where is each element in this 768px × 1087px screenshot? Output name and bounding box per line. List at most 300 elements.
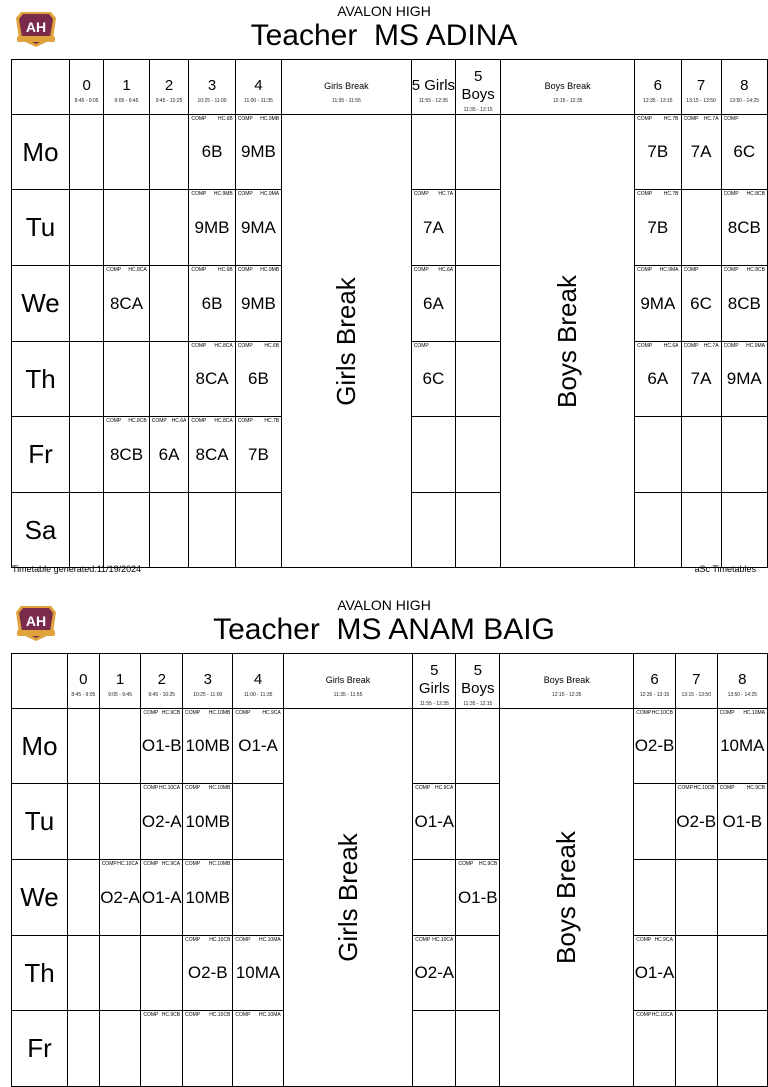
lesson-tag: [415, 937, 453, 944]
lesson-cell: [189, 342, 235, 417]
lesson-tag: [724, 343, 765, 350]
period-time: 12:35 - 13:15: [639, 692, 670, 698]
lesson-tag: [415, 785, 453, 792]
lesson-cell: [67, 784, 99, 860]
lesson-cell: [411, 115, 455, 190]
period-number: 6: [653, 77, 662, 94]
period-header: [235, 60, 281, 115]
lesson-cell: [141, 709, 183, 784]
period-time: 9:45 - 10:25: [155, 98, 183, 104]
lesson-cell: [634, 860, 676, 936]
period-header: [67, 654, 99, 709]
room-code: HC.6A: [171, 418, 187, 424]
class-name: O1-B: [722, 811, 763, 831]
period-header: [501, 60, 635, 115]
subject-code: COMP: [235, 1012, 251, 1018]
lesson-cell: [99, 860, 141, 936]
subject-code: COMP: [185, 710, 201, 716]
class-name: 6A: [647, 369, 669, 388]
period-header: [634, 654, 676, 709]
lesson-cell: [413, 860, 456, 936]
lesson-cell: [456, 342, 501, 417]
class-name: 8CB: [727, 217, 761, 237]
lesson-cell: [456, 936, 500, 1011]
lesson-cell: [183, 784, 233, 860]
period-time: 8:45 - 9:05: [71, 692, 96, 698]
period-number: 2: [164, 77, 174, 94]
lesson-cell: [413, 709, 456, 784]
subject-code: COMP: [723, 191, 739, 197]
class-name: 9MA: [726, 369, 762, 388]
class-name: 9MB: [194, 217, 230, 237]
room-code: HC.7A: [703, 343, 719, 349]
lesson-tag: [724, 267, 765, 274]
room-code: HC.8CA: [214, 418, 233, 424]
lesson-cell: [634, 936, 676, 1011]
corner-cell: [12, 654, 68, 709]
subject-code: COMP: [237, 267, 253, 273]
lesson-cell: [183, 1011, 233, 1087]
room-code: HC.7B: [663, 191, 679, 197]
lesson-cell: [635, 115, 681, 190]
lesson-cell: [67, 936, 99, 1011]
timetable-grid: [11, 59, 768, 568]
class-name: 7B: [647, 217, 669, 237]
period-number: 3: [203, 671, 212, 688]
subject-code: COMP: [185, 1012, 201, 1018]
lesson-cell: [183, 860, 233, 936]
lesson-cell: [717, 936, 767, 1011]
period-time: 10:25 - 11:00: [193, 692, 223, 698]
lesson-tag: [152, 418, 187, 425]
lesson-cell: [99, 784, 141, 860]
room-code: HC.10CB: [209, 1012, 231, 1018]
day-label: We: [12, 860, 68, 936]
period-time: 10:25 - 11:00: [197, 98, 227, 104]
subject-code: COMP: [415, 785, 431, 791]
lesson-tag: [185, 785, 230, 792]
period-time: 11:35 - 12:15: [463, 107, 493, 113]
class-name: 8CB: [109, 444, 144, 464]
subject-code: COMP: [191, 191, 207, 197]
lesson-cell: [717, 709, 767, 784]
lesson-cell: [411, 342, 455, 417]
period-number: Girls Break: [325, 675, 371, 685]
subject-code: COMP: [413, 267, 429, 273]
room-code: HC.8CB: [746, 267, 765, 273]
lesson-cell: [411, 493, 455, 568]
period-number: Boys Break: [544, 81, 591, 91]
lesson-cell: [69, 115, 103, 190]
lesson-tag: [238, 343, 279, 350]
period-number: 6: [650, 671, 659, 688]
day-label: Th: [12, 936, 68, 1011]
lesson-tag: [191, 343, 232, 350]
period-header: [233, 654, 283, 709]
lesson-cell: [69, 266, 103, 342]
room-code: HC.9MA: [260, 191, 280, 197]
room-code: HC.10MA: [743, 710, 765, 716]
lesson-tag: [106, 418, 146, 425]
lesson-cell: [456, 493, 501, 568]
lesson-tag: [636, 710, 673, 717]
period-time: 9:05 - 9:45: [108, 692, 132, 698]
subject-code: COMP: [235, 710, 251, 716]
subject-code: COMP: [683, 116, 699, 122]
room-code: HC.6A: [438, 267, 454, 273]
lesson-tag: [414, 343, 453, 350]
day-label: Tu: [12, 784, 68, 860]
period-time: 11:35 - 11:55: [333, 692, 363, 698]
class-name: 9MA: [240, 217, 276, 237]
lesson-cell: [413, 1011, 456, 1087]
lesson-tag: [191, 418, 232, 425]
lesson-tag: [684, 343, 719, 350]
boys-break-label: Boys Break: [551, 831, 582, 964]
lesson-cell: [233, 1011, 283, 1087]
lesson-tag: [684, 267, 719, 274]
day-label: Th: [12, 342, 70, 417]
lesson-tag: [684, 116, 719, 123]
room-code: HC.10CB: [693, 785, 715, 791]
room-code: HC.9CB: [746, 785, 765, 791]
lesson-tag: [636, 937, 673, 944]
lesson-cell: [456, 190, 501, 266]
period-number: 0: [79, 671, 88, 688]
lesson-cell: [635, 342, 681, 417]
subject-code: COMP: [637, 267, 653, 273]
lesson-tag: [414, 267, 453, 274]
period-time: 9:45 - 10:25: [148, 692, 176, 698]
subject-code: COMP: [237, 343, 253, 349]
room-code: HC.6B: [218, 116, 233, 122]
class-name: O2-B: [634, 736, 675, 755]
period-header: [681, 60, 721, 115]
lesson-cell: [235, 342, 281, 417]
lesson-cell: [233, 784, 283, 860]
lesson-cell: [634, 709, 676, 784]
lesson-tag: [235, 1012, 280, 1019]
lesson-tag: [143, 710, 180, 717]
lesson-tag: [238, 191, 279, 198]
timetable-grid: [11, 653, 768, 1087]
room-code: HC.10MA: [259, 1012, 281, 1018]
lesson-cell: [635, 493, 681, 568]
subject-code: COMP: [719, 710, 735, 716]
period-header: [282, 60, 412, 115]
lesson-cell: [721, 115, 767, 190]
room-code: HC.6B: [218, 267, 233, 273]
day-label: Fr: [12, 1011, 68, 1087]
period-header: [104, 60, 149, 115]
room-code: HC.8CB: [746, 191, 765, 197]
period-header-row: [12, 60, 768, 115]
lesson-cell: [411, 417, 455, 493]
lesson-cell: [189, 266, 235, 342]
lesson-tag: [185, 1012, 230, 1019]
period-time: 13:15 - 13:50: [686, 98, 716, 104]
lesson-cell: [717, 784, 767, 860]
subject-code: COMP: [413, 191, 429, 197]
lesson-cell: [675, 1011, 717, 1087]
period-time: 11:00 - 11:35: [244, 98, 273, 104]
subject-code: COMP: [143, 785, 159, 791]
girls-break-label: Girls Break: [332, 833, 363, 962]
lesson-cell: [681, 493, 721, 568]
boys-break-column: [501, 115, 635, 568]
lesson-tag: [102, 861, 139, 868]
school-name: AVALON HIGH: [337, 3, 431, 19]
lesson-cell: [456, 417, 501, 493]
subject-code: COMP: [719, 785, 735, 791]
subject-code: COMP: [191, 418, 207, 424]
class-name: 9MA: [640, 293, 676, 313]
lesson-tag: [143, 785, 180, 792]
period-number: 0: [82, 77, 91, 94]
subject-code: COMP: [106, 267, 122, 273]
period-header: [675, 654, 717, 709]
lesson-tag: [724, 116, 765, 123]
period-number: 7: [692, 671, 701, 688]
lesson-cell: [99, 709, 141, 784]
subject-code: COMP: [683, 267, 699, 273]
lesson-cell: [104, 115, 149, 190]
subject-code: COMP: [191, 267, 207, 273]
lesson-tag: [720, 785, 765, 792]
lesson-tag: [235, 937, 280, 944]
room-code: HC.9CA: [654, 937, 673, 943]
subject-code: COMP: [637, 116, 653, 122]
subject-code: COMP: [637, 191, 653, 197]
lesson-cell: [141, 784, 183, 860]
lesson-tag: [724, 191, 765, 198]
lesson-tag: [143, 861, 180, 868]
period-header: [283, 654, 413, 709]
lesson-cell: [67, 709, 99, 784]
room-code: HC.9MA: [746, 343, 765, 349]
lesson-tag: [458, 861, 497, 868]
lesson-cell: [675, 709, 717, 784]
class-name: 6C: [690, 293, 712, 313]
class-name: 7B: [248, 444, 269, 464]
lesson-tag: [636, 1012, 673, 1019]
lesson-tag: [414, 191, 453, 198]
lesson-cell: [233, 860, 283, 936]
subject-code: COMP: [185, 937, 201, 943]
day-label: Fr: [12, 417, 70, 493]
period-header: [141, 654, 183, 709]
lesson-cell: [235, 493, 281, 568]
lesson-cell: [456, 1011, 500, 1087]
room-code: HC.10CA: [651, 1012, 673, 1018]
room-code: HC.9MA: [659, 267, 679, 273]
logo-text: AH: [25, 19, 47, 35]
lesson-cell: [635, 266, 681, 342]
period-number: 3: [207, 77, 217, 94]
class-name: O1-A: [634, 963, 675, 982]
lesson-cell: [104, 266, 149, 342]
room-code: HC.10CA: [432, 937, 454, 943]
subject-code: COMP: [636, 1012, 652, 1018]
subject-code: COMP: [235, 937, 251, 943]
class-name: 9MB: [240, 142, 276, 161]
lesson-cell: [67, 860, 99, 936]
period-number: Girls Break: [324, 81, 369, 91]
lesson-cell: [675, 936, 717, 1011]
school-name: AVALON HIGH: [337, 597, 431, 613]
room-code: HC.9CB: [161, 710, 181, 716]
period-time: 9:05 - 9:45: [114, 98, 139, 104]
room-code: HC.9CB: [478, 861, 498, 867]
lesson-cell: [456, 266, 501, 342]
period-header: [411, 60, 455, 115]
lesson-cell: [635, 190, 681, 266]
class-name: 10MB: [185, 811, 230, 831]
lesson-cell: [235, 115, 281, 190]
lesson-cell: [99, 1011, 141, 1087]
class-name: O2-A: [141, 811, 182, 831]
lesson-cell: [104, 493, 149, 568]
subject-code: COMP: [237, 418, 253, 424]
period-time: 12:15 - 12:35: [552, 98, 583, 104]
lesson-cell: [235, 266, 281, 342]
period-header: [99, 654, 141, 709]
period-time: 12:35 - 13:15: [643, 98, 673, 104]
lesson-cell: [235, 190, 281, 266]
period-number: Boys Break: [543, 675, 590, 685]
lesson-tag: [191, 116, 232, 123]
period-header: [721, 60, 767, 115]
room-code: HC.8CA: [128, 267, 147, 273]
subject-code: COMP: [237, 191, 253, 197]
room-code: HC.9CA: [262, 710, 281, 716]
lesson-cell: [456, 784, 500, 860]
room-code: HC.10MA: [259, 937, 281, 943]
subject-code: COMP: [458, 861, 474, 867]
period-time: 11:55 - 12:35: [419, 701, 449, 707]
lesson-cell: [189, 417, 235, 493]
class-name: 7B: [647, 142, 669, 161]
period-header: [189, 60, 235, 115]
lesson-cell: [721, 342, 767, 417]
lesson-tag: [185, 861, 230, 868]
room-code: HC.9MB: [260, 116, 280, 122]
lesson-cell: [721, 493, 767, 568]
class-name: 6C: [733, 142, 756, 161]
class-name: 6B: [201, 142, 223, 161]
corner-cell: [12, 60, 70, 115]
room-code: HC.6A: [663, 343, 679, 349]
boys-break-label: Boys Break: [552, 274, 583, 408]
lesson-tag: [637, 116, 678, 123]
teacher-name: Teacher MS ADINA: [250, 19, 518, 52]
lesson-tag: [238, 116, 279, 123]
subject-code: COMP: [415, 937, 431, 943]
lesson-tag: [106, 267, 146, 274]
period-number: 1: [122, 77, 131, 94]
lesson-tag: [637, 191, 678, 198]
lesson-cell: [721, 266, 767, 342]
lesson-cell: [189, 115, 235, 190]
lesson-cell: [149, 342, 189, 417]
lesson-cell: [183, 709, 233, 784]
subject-code: COMP: [185, 861, 201, 867]
period-time: 13:50 - 14:25: [727, 692, 758, 698]
brand-footer: aSc Timetables: [694, 564, 756, 574]
lesson-cell: [681, 115, 721, 190]
lesson-cell: [634, 784, 676, 860]
room-code: HC.8CB: [128, 418, 147, 424]
lesson-cell: [456, 709, 500, 784]
lesson-tag: [143, 1012, 180, 1019]
lesson-cell: [456, 115, 501, 190]
class-name: 10MB: [185, 887, 230, 907]
room-code: HC.7A: [703, 116, 719, 122]
period-time: 11:35 - 11:55: [332, 98, 361, 104]
lesson-cell: [721, 417, 767, 493]
class-name: 6B: [248, 369, 269, 388]
period-header: [183, 654, 233, 709]
room-code: HC.10MB: [208, 710, 231, 716]
lesson-cell: [635, 417, 681, 493]
subject-code: COMP: [637, 343, 653, 349]
lesson-tag: [185, 710, 230, 717]
class-name: 7A: [690, 142, 712, 161]
lesson-tag: [191, 267, 232, 274]
logo-text: AH: [25, 613, 47, 629]
lesson-cell: [104, 190, 149, 266]
lesson-cell: [99, 936, 141, 1011]
girls-break-column: [282, 115, 412, 568]
lesson-cell: [141, 860, 183, 936]
day-row: [12, 115, 768, 190]
period-number: 5 Girls: [418, 662, 450, 697]
subject-code: COMP: [191, 116, 207, 122]
class-name: O2-A: [414, 963, 455, 982]
room-code: HC.10MB: [208, 861, 231, 867]
lesson-tag: [637, 343, 678, 350]
class-name: 6A: [423, 293, 444, 313]
lesson-cell: [141, 936, 183, 1011]
period-number: 8: [738, 671, 747, 688]
class-name: 6A: [158, 444, 180, 464]
lesson-tag: [238, 418, 279, 425]
lesson-cell: [681, 417, 721, 493]
period-header-row: [12, 654, 768, 709]
lesson-cell: [675, 860, 717, 936]
subject-code: COMP: [677, 785, 693, 791]
lesson-cell: [69, 417, 103, 493]
room-code: HC.10CB: [209, 937, 231, 943]
room-code: HC.7B: [264, 418, 280, 424]
class-name: O1-A: [238, 736, 278, 755]
period-number: 5 Boys: [461, 68, 495, 103]
period-header: [413, 654, 456, 709]
class-name: 8CA: [109, 293, 144, 313]
period-header: [69, 60, 103, 115]
period-number: 4: [254, 77, 263, 94]
subject-code: COMP: [636, 710, 652, 716]
lesson-cell: [141, 1011, 183, 1087]
lesson-cell: [189, 493, 235, 568]
subject-code: COMP: [143, 861, 159, 867]
class-name: 6B: [201, 293, 223, 313]
room-code: HC.9MB: [260, 267, 280, 273]
subject-code: COMP: [723, 116, 739, 122]
period-header: [149, 60, 189, 115]
lesson-cell: [413, 936, 456, 1011]
lesson-cell: [183, 936, 233, 1011]
